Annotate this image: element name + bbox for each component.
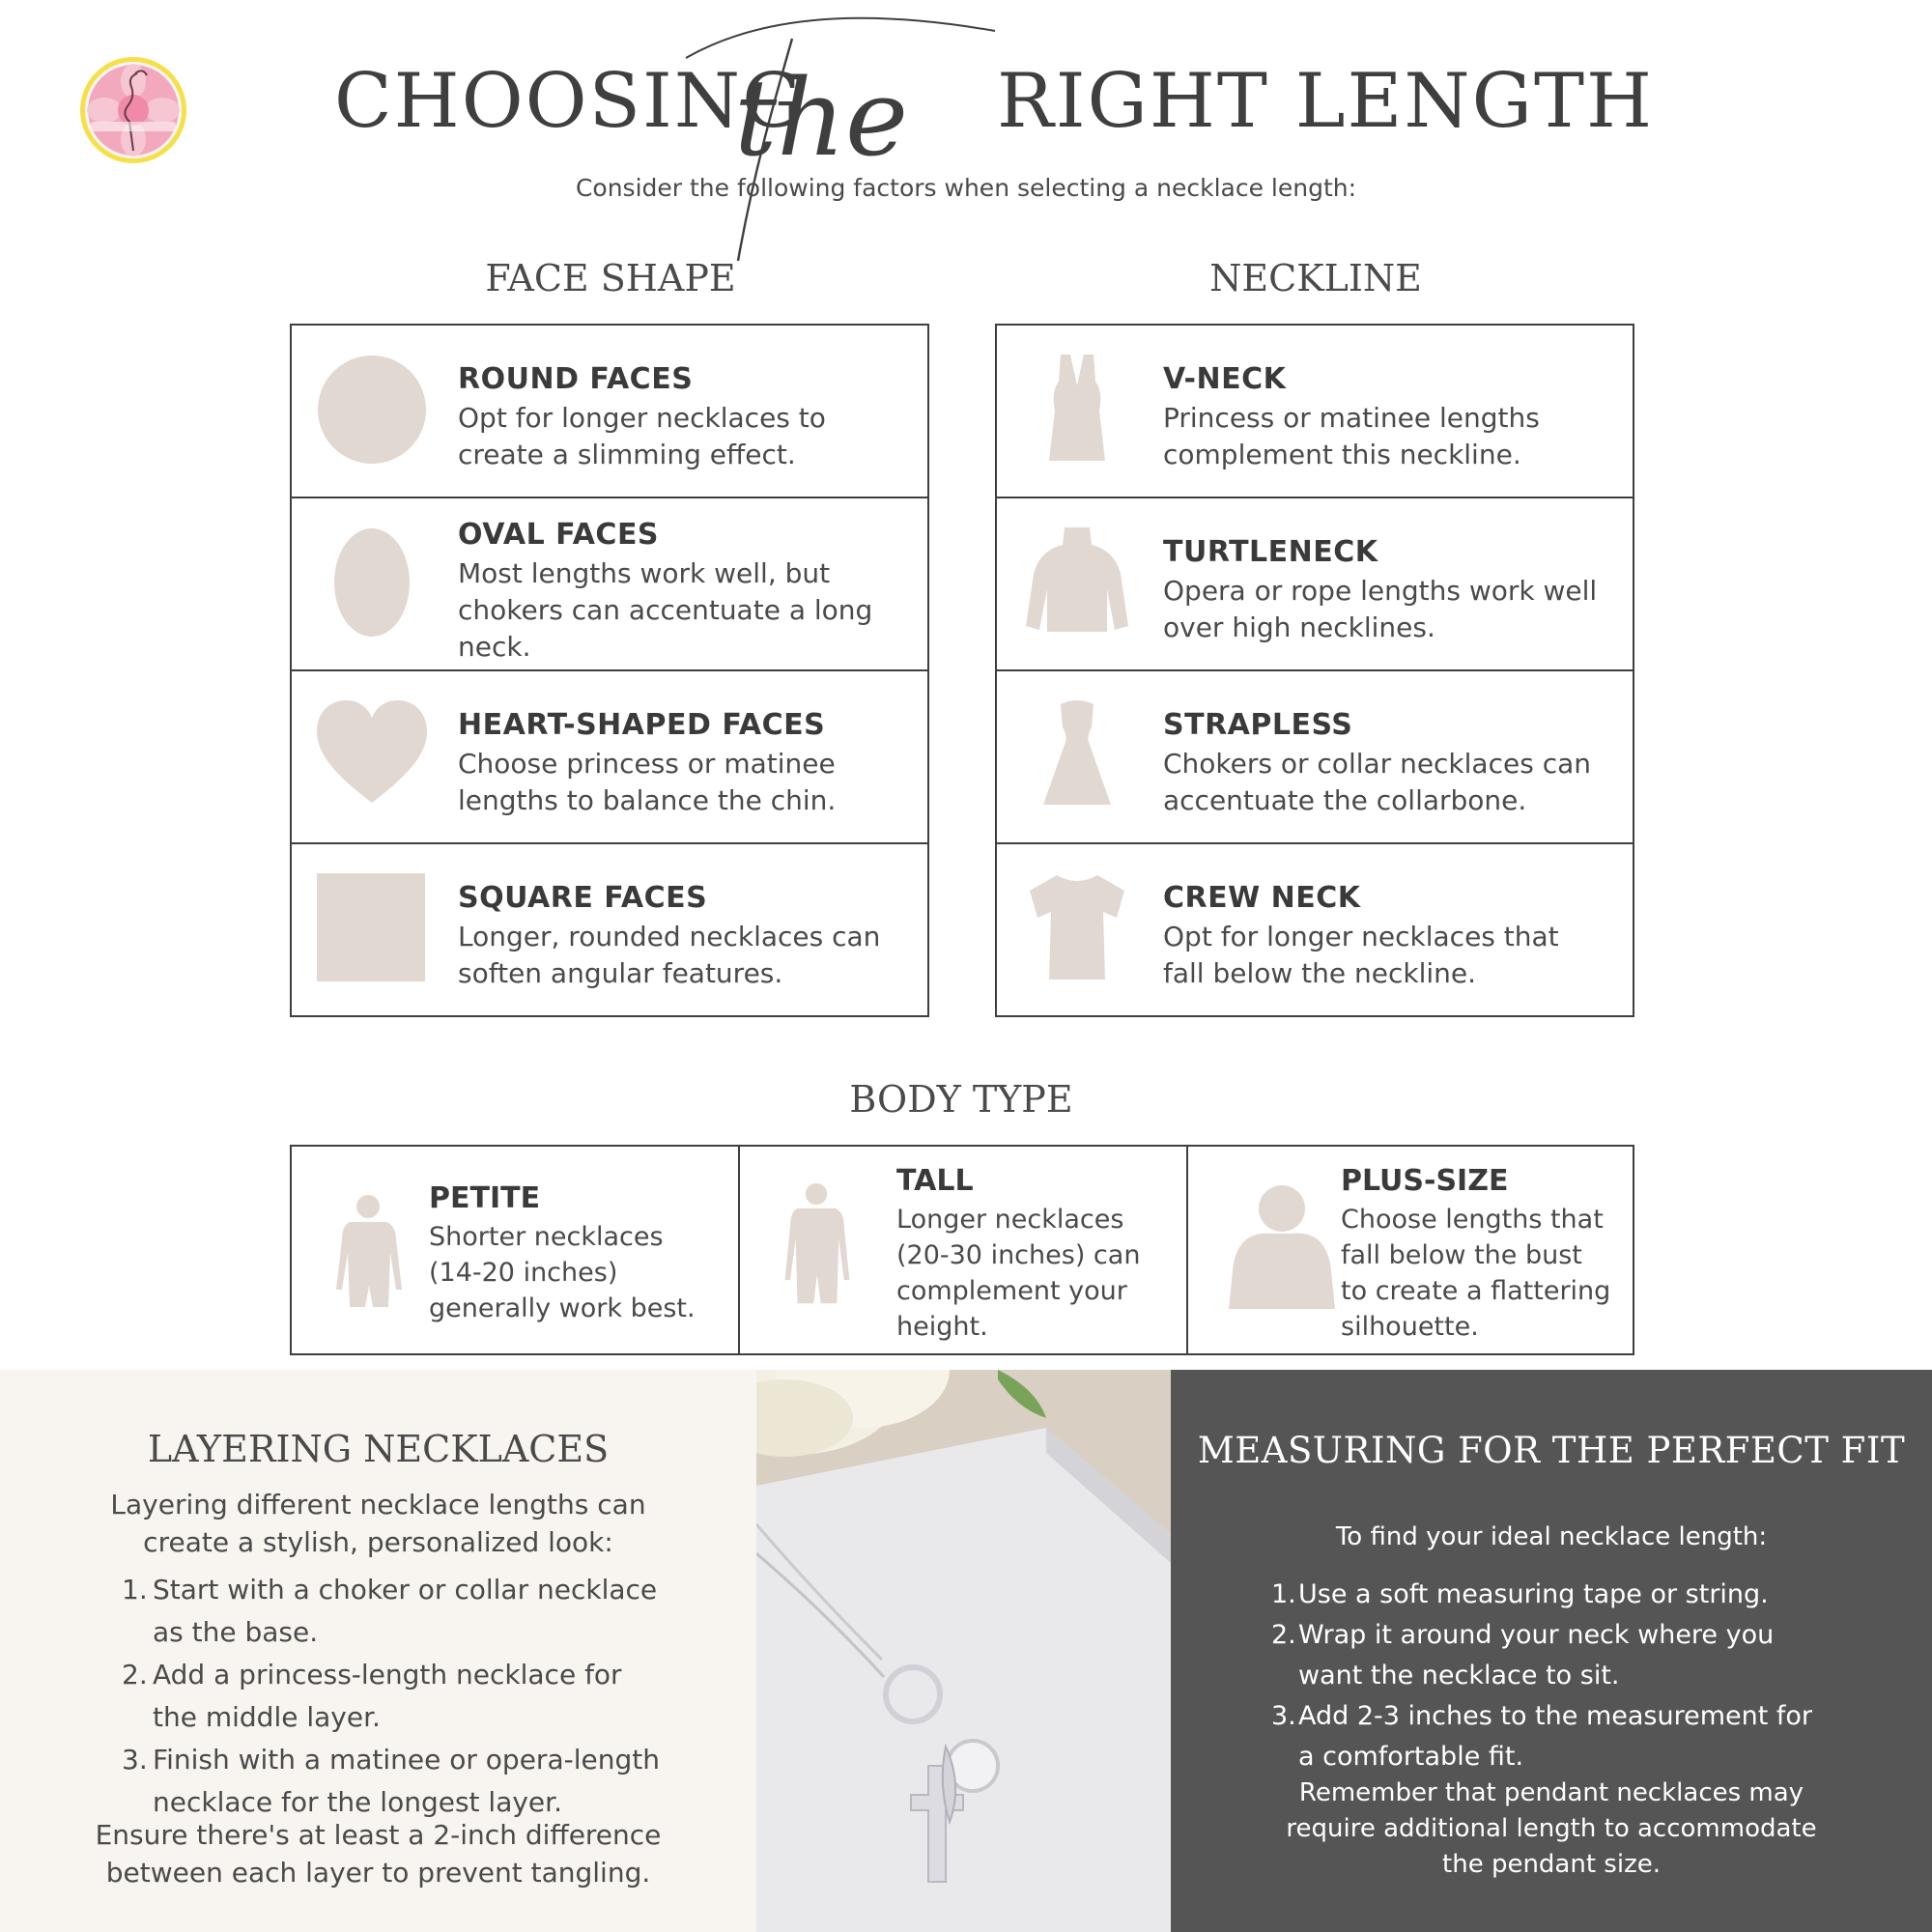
layering-step-num: 3. [122, 1744, 148, 1776]
measuring-heading: MEASURING FOR THE PERFECT FIT [1197, 1430, 1906, 1471]
oval-icon [317, 526, 427, 639]
heart-icon [317, 698, 427, 812]
layering-outro [0, 1816, 756, 1891]
face-shape-row [292, 671, 927, 844]
layering-outro-line: between each layer to prevent tangling. [105, 1857, 651, 1889]
neckline-title: TURTLENECK [1163, 535, 1378, 569]
measuring-step-num: 3. [1271, 1701, 1296, 1731]
layering-step-line: Finish with a matinee or opera-length [153, 1744, 660, 1776]
neckline-row [997, 326, 1633, 498]
neckline-row [997, 671, 1633, 844]
tshirt-icon [1022, 871, 1132, 985]
layering-step-num: 1. [122, 1574, 148, 1605]
face-shape-desc-line: Most lengths work well, but [458, 557, 831, 589]
body-type-desc-line: fall below the bust [1341, 1240, 1582, 1270]
measuring-step [1271, 1575, 1889, 1615]
square-icon [317, 871, 427, 985]
neckline-desc-line: over high necklines. [1163, 611, 1435, 643]
body-type-heading: BODY TYPE [849, 1078, 1073, 1121]
face-shape-heading: FACE SHAPE [485, 257, 736, 299]
cross-pendant-necklace-photo [756, 1370, 1171, 1932]
layering-step-line: the middle layer. [153, 1701, 381, 1733]
face-shape-desc-line: Opt for longer necklaces to [458, 402, 826, 434]
face-shape-desc-line: Choose princess or matinee [458, 748, 836, 780]
body-type-cell [292, 1147, 740, 1353]
neckline-title: CREW NECK [1163, 881, 1361, 915]
neckline-row [997, 498, 1633, 671]
neckline-grid [995, 324, 1634, 1017]
measuring-step-num: 1. [1271, 1579, 1296, 1609]
face-shape-title: SQUARE FACES [458, 881, 708, 915]
circle-icon [317, 353, 427, 467]
body-type-desc-line: (20-30 inches) can [896, 1240, 1141, 1270]
neckline-desc-line: complement this neckline. [1163, 439, 1521, 470]
face-shape-row [292, 844, 927, 1017]
body-type-desc-line: Choose lengths that [1341, 1205, 1604, 1235]
measuring-intro: To find your ideal necklace length: [1335, 1522, 1768, 1551]
measuring-panel [1171, 1370, 1932, 1932]
face-shape-title: ROUND FACES [458, 362, 694, 396]
body-type-desc-line: complement your [896, 1276, 1127, 1306]
body-type-desc-line: to create a flattering [1341, 1276, 1611, 1306]
page-title [0, 48, 1932, 180]
body-type-grid [290, 1145, 1634, 1355]
body-type-desc-line: Longer necklaces [896, 1205, 1124, 1235]
body-type-desc-line: (14-20 inches) [429, 1258, 618, 1288]
title-script-text: the [734, 56, 909, 180]
neckline-desc-line: Chokers or collar necklaces can [1163, 748, 1591, 780]
body-type-desc-line: silhouette. [1341, 1312, 1479, 1342]
title-right-text: RIGHT LENGTH [997, 58, 1655, 145]
measuring-outro-line: Remember that pendant necklaces may [1298, 1778, 1804, 1807]
face-shape-grid [290, 324, 929, 1017]
layering-panel [0, 1370, 756, 1932]
neckline-desc-line: Opera or rope lengths work well [1163, 575, 1598, 607]
measuring-steps [1271, 1575, 1889, 1777]
neckline-heading: NECKLINE [1209, 257, 1422, 299]
tall-body-icon [763, 1181, 869, 1307]
title-left-text: CHOOSING [334, 58, 805, 145]
face-shape-desc-line: neck. [458, 631, 531, 663]
measuring-step-line: Add 2-3 inches to the measurement for [1298, 1701, 1813, 1731]
layering-intro-line: Layering different necklace lengths can [110, 1489, 646, 1520]
title-script-word [676, 0, 1005, 270]
measuring-outro-line: require additional length to accommodate [1286, 1814, 1817, 1843]
body-type-title: PETITE [429, 1181, 541, 1215]
measuring-step [1271, 1615, 1889, 1696]
neckline-desc-line: fall below the neckline. [1163, 957, 1477, 989]
face-shape-row [292, 498, 927, 671]
body-type-cell [740, 1147, 1188, 1353]
measuring-outro-line: the pendant size. [1442, 1850, 1661, 1879]
body-type-title: PLUS-SIZE [1341, 1164, 1509, 1198]
neckline-desc-line: accentuate the collarbone. [1163, 784, 1527, 816]
measuring-step-num: 2. [1271, 1620, 1296, 1650]
layering-intro-line: create a stylish, personalized look: [143, 1526, 613, 1558]
neckline-title: V-NECK [1163, 362, 1287, 396]
layering-intro [0, 1486, 756, 1561]
layering-step-line: necklace for the longest layer. [153, 1786, 562, 1818]
body-type-desc-line: generally work best. [429, 1293, 696, 1323]
turtleneck-sweater-icon [1022, 526, 1132, 639]
face-shape-row [292, 326, 927, 498]
layering-step [122, 1739, 701, 1824]
layering-step [122, 1569, 701, 1654]
v-neck-top-icon [1022, 353, 1132, 467]
petite-body-icon [315, 1193, 421, 1319]
measuring-step-line: want the necklace to sit. [1298, 1661, 1620, 1690]
neckline-title: STRAPLESS [1163, 708, 1353, 742]
layering-steps [122, 1569, 701, 1824]
layering-step-line: Add a princess-length necklace for [153, 1659, 622, 1690]
neckline-row [997, 844, 1633, 1017]
body-type-title: TALL [896, 1164, 974, 1198]
plus-size-body-icon [1215, 1183, 1349, 1309]
page-subtitle: Consider the following factors when selecting a necklace length: [575, 174, 1357, 202]
layering-step-line: Start with a choker or collar necklace [153, 1574, 658, 1605]
face-shape-title: HEART-SHAPED FACES [458, 708, 826, 742]
necklace-photo [756, 1370, 1171, 1932]
body-type-desc-line: Shorter necklaces [429, 1222, 664, 1252]
measuring-outro [1171, 1776, 1932, 1883]
neckline-desc-line: Opt for longer necklaces that [1163, 921, 1559, 952]
face-shape-desc-line: create a slimming effect. [458, 439, 796, 470]
face-shape-desc-line: soften angular features. [458, 957, 783, 989]
face-shape-title: OVAL FACES [458, 518, 660, 552]
layering-step-num: 2. [122, 1659, 148, 1690]
body-type-cell [1188, 1147, 1634, 1353]
layering-step [122, 1654, 701, 1739]
layering-step-line: as the base. [153, 1616, 319, 1648]
body-type-desc-line: height. [896, 1312, 988, 1342]
measuring-step-line: a comfortable fit. [1298, 1742, 1524, 1772]
measuring-step-line: Use a soft measuring tape or string. [1298, 1579, 1769, 1609]
measuring-step [1271, 1696, 1889, 1777]
face-shape-desc-line: chokers can accentuate a long [458, 594, 873, 626]
measuring-step-line: Wrap it around your neck where you [1298, 1620, 1775, 1650]
strapless-dress-icon [1022, 698, 1132, 812]
layering-outro-line: Ensure there's at least a 2-inch difference [95, 1819, 662, 1851]
layering-heading: LAYERING NECKLACES [147, 1428, 610, 1470]
face-shape-desc-line: lengths to balance the chin. [458, 784, 837, 816]
face-shape-desc-line: Longer, rounded necklaces can [458, 921, 881, 952]
neckline-desc-line: Princess or matinee lengths [1163, 402, 1540, 434]
